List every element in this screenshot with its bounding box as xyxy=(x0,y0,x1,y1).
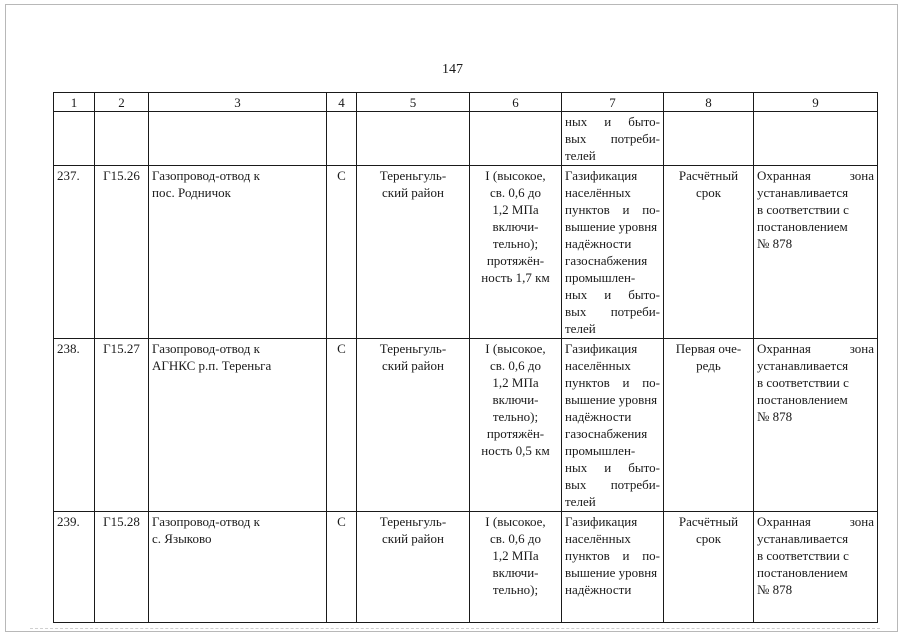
purpose-line: промышлен- xyxy=(565,443,636,458)
parameters-line: I (высокое, xyxy=(485,341,546,356)
object-name xyxy=(149,512,327,623)
term-line: срок xyxy=(695,531,722,546)
header-cell-5: 5 xyxy=(357,93,470,112)
purpose-line: населённых xyxy=(565,185,631,200)
purpose xyxy=(562,339,664,512)
district xyxy=(357,339,470,512)
carry-cell-9 xyxy=(754,112,878,166)
note xyxy=(754,512,878,623)
parameters-line: тельно); xyxy=(492,236,539,251)
table-row xyxy=(54,339,878,512)
carry-cell-4 xyxy=(327,112,357,166)
carry-purpose-line: ных и быто- xyxy=(565,114,660,129)
object-name-line: с. Языково xyxy=(152,531,212,546)
object-name xyxy=(149,166,327,339)
table-row xyxy=(54,166,878,339)
purpose-line: Газификация xyxy=(565,341,638,356)
object-status: С xyxy=(327,339,357,512)
object-name-line: пос. Родничок xyxy=(152,185,231,200)
district xyxy=(357,512,470,623)
header-cell-9: 9 xyxy=(754,93,878,112)
term-line: Расчётный xyxy=(678,514,739,529)
note xyxy=(754,166,878,339)
table-row-carry-over xyxy=(54,112,878,166)
carry-cell-1 xyxy=(54,112,95,166)
note-line: № 878 xyxy=(757,409,793,424)
parameters-line: I (высокое, xyxy=(485,514,546,529)
note xyxy=(754,339,878,512)
parameters-line: включи- xyxy=(492,565,539,580)
note-line: Охранная зона xyxy=(757,514,874,529)
district-line: Тереньгуль- xyxy=(379,514,447,529)
note-line: № 878 xyxy=(757,582,793,597)
table-row xyxy=(54,512,878,623)
purpose-line: вышение уровня xyxy=(565,219,658,234)
header-cell-7: 7 xyxy=(562,93,664,112)
purpose-line: населённых xyxy=(565,358,631,373)
note-line: устанавливается xyxy=(757,531,849,546)
parameters-line: ность 0,5 км xyxy=(481,443,550,458)
parameters-line: включи- xyxy=(492,219,539,234)
header-cell-1: 1 xyxy=(54,93,95,112)
carry-cell-5 xyxy=(357,112,470,166)
parameters-line: св. 0,6 до xyxy=(489,358,542,373)
term-line: редь xyxy=(696,358,721,373)
purpose-line: газоснабжения xyxy=(565,253,648,268)
header-cell-8: 8 xyxy=(664,93,754,112)
purpose-line: телей xyxy=(565,321,596,336)
district-line: ский район xyxy=(382,358,444,373)
purpose-line: газоснабжения xyxy=(565,426,648,441)
carry-purpose-line: вых потреби- xyxy=(565,131,660,146)
district-line: ский район xyxy=(382,531,444,546)
purpose-line: вых потреби- xyxy=(565,304,660,319)
term-line: срок xyxy=(695,185,722,200)
object-status: С xyxy=(327,166,357,339)
district-line: Тереньгуль- xyxy=(379,341,447,356)
implementation-term xyxy=(664,166,754,339)
parameters-line: I (высокое, xyxy=(485,168,546,183)
parameters-line: 1,2 МПа xyxy=(492,202,539,217)
carry-cell-8 xyxy=(664,112,754,166)
row-number: 238. xyxy=(54,339,95,512)
note-line: в соответствии с xyxy=(757,548,849,563)
object-name-line: Газопровод-отвод к xyxy=(152,514,260,529)
parameters-line: ность 1,7 км xyxy=(481,270,550,285)
parameters-line: св. 0,6 до xyxy=(489,531,542,546)
purpose-line: пунктов и по- xyxy=(565,548,660,563)
purpose-line: вышение уровня xyxy=(565,392,658,407)
object-name xyxy=(149,339,327,512)
purpose-line: промышлен- xyxy=(565,270,636,285)
note-line: постановлением xyxy=(757,565,848,580)
header-cell-3: 3 xyxy=(149,93,327,112)
purpose xyxy=(562,512,664,623)
object-name-line: Газопровод-отвод к xyxy=(152,341,260,356)
note-line: в соответствии с xyxy=(757,375,849,390)
carry-cell-purpose xyxy=(562,112,664,166)
object-status: С xyxy=(327,512,357,623)
purpose-line: Газификация xyxy=(565,514,638,529)
parameters-line: 1,2 МПа xyxy=(492,375,539,390)
object-code: Г15.28 xyxy=(95,512,149,623)
term-line: Расчётный xyxy=(678,168,739,183)
note-line: постановлением xyxy=(757,219,848,234)
purpose-line: надёжности xyxy=(565,236,632,251)
purpose-line: ных и быто- xyxy=(565,287,660,302)
purpose-line: пунктов и по- xyxy=(565,202,660,217)
parameters-line: тельно); xyxy=(492,409,539,424)
note-line: постановлением xyxy=(757,392,848,407)
implementation-term xyxy=(664,339,754,512)
parameters-line: протяжён- xyxy=(486,426,545,441)
carry-cell-2 xyxy=(95,112,149,166)
carry-cell-6 xyxy=(470,112,562,166)
district-line: ский район xyxy=(382,185,444,200)
note-line: устанавливается xyxy=(757,185,849,200)
implementation-term xyxy=(664,512,754,623)
row-number: 239. xyxy=(54,512,95,623)
object-code: Г15.26 xyxy=(95,166,149,339)
scan-edge-line xyxy=(30,628,880,629)
parameters xyxy=(470,512,562,623)
purpose-line: надёжности xyxy=(565,409,632,424)
district xyxy=(357,166,470,339)
district-line: Тереньгуль- xyxy=(379,168,447,183)
header-cell-6: 6 xyxy=(470,93,562,112)
header-cell-4: 4 xyxy=(327,93,357,112)
purpose-line: ных и быто- xyxy=(565,460,660,475)
parameters-line: св. 0,6 до xyxy=(489,185,542,200)
purpose-line: надёжности xyxy=(565,582,632,597)
carry-cell-3 xyxy=(149,112,327,166)
object-name-line: Газопровод-отвод к xyxy=(152,168,260,183)
parameters-line: 1,2 МПа xyxy=(492,548,539,563)
purpose-line: телей xyxy=(565,494,596,509)
header-row xyxy=(54,93,878,112)
registry-table xyxy=(53,92,878,623)
purpose-line: Газификация xyxy=(565,168,638,183)
note-line: в соответствии с xyxy=(757,202,849,217)
purpose-line: населённых xyxy=(565,531,631,546)
carry-purpose-line: телей xyxy=(565,148,596,163)
object-name-line: АГНКС р.п. Тереньга xyxy=(152,358,272,373)
note-line: № 878 xyxy=(757,236,793,251)
parameters-line: включи- xyxy=(492,392,539,407)
purpose-line: вых потреби- xyxy=(565,477,660,492)
purpose xyxy=(562,166,664,339)
parameters-line: тельно); xyxy=(492,582,539,597)
parameters xyxy=(470,339,562,512)
parameters-line: протяжён- xyxy=(486,253,545,268)
row-number: 237. xyxy=(54,166,95,339)
note-line: Охранная зона xyxy=(757,341,874,356)
page-number: 147 xyxy=(442,62,463,77)
header-cell-2: 2 xyxy=(95,93,149,112)
parameters xyxy=(470,166,562,339)
note-line: Охранная зона xyxy=(757,168,874,183)
purpose-line: пунктов и по- xyxy=(565,375,660,390)
purpose-line: вышение уровня xyxy=(565,565,658,580)
term-line: Первая оче- xyxy=(675,341,742,356)
object-code: Г15.27 xyxy=(95,339,149,512)
note-line: устанавливается xyxy=(757,358,849,373)
